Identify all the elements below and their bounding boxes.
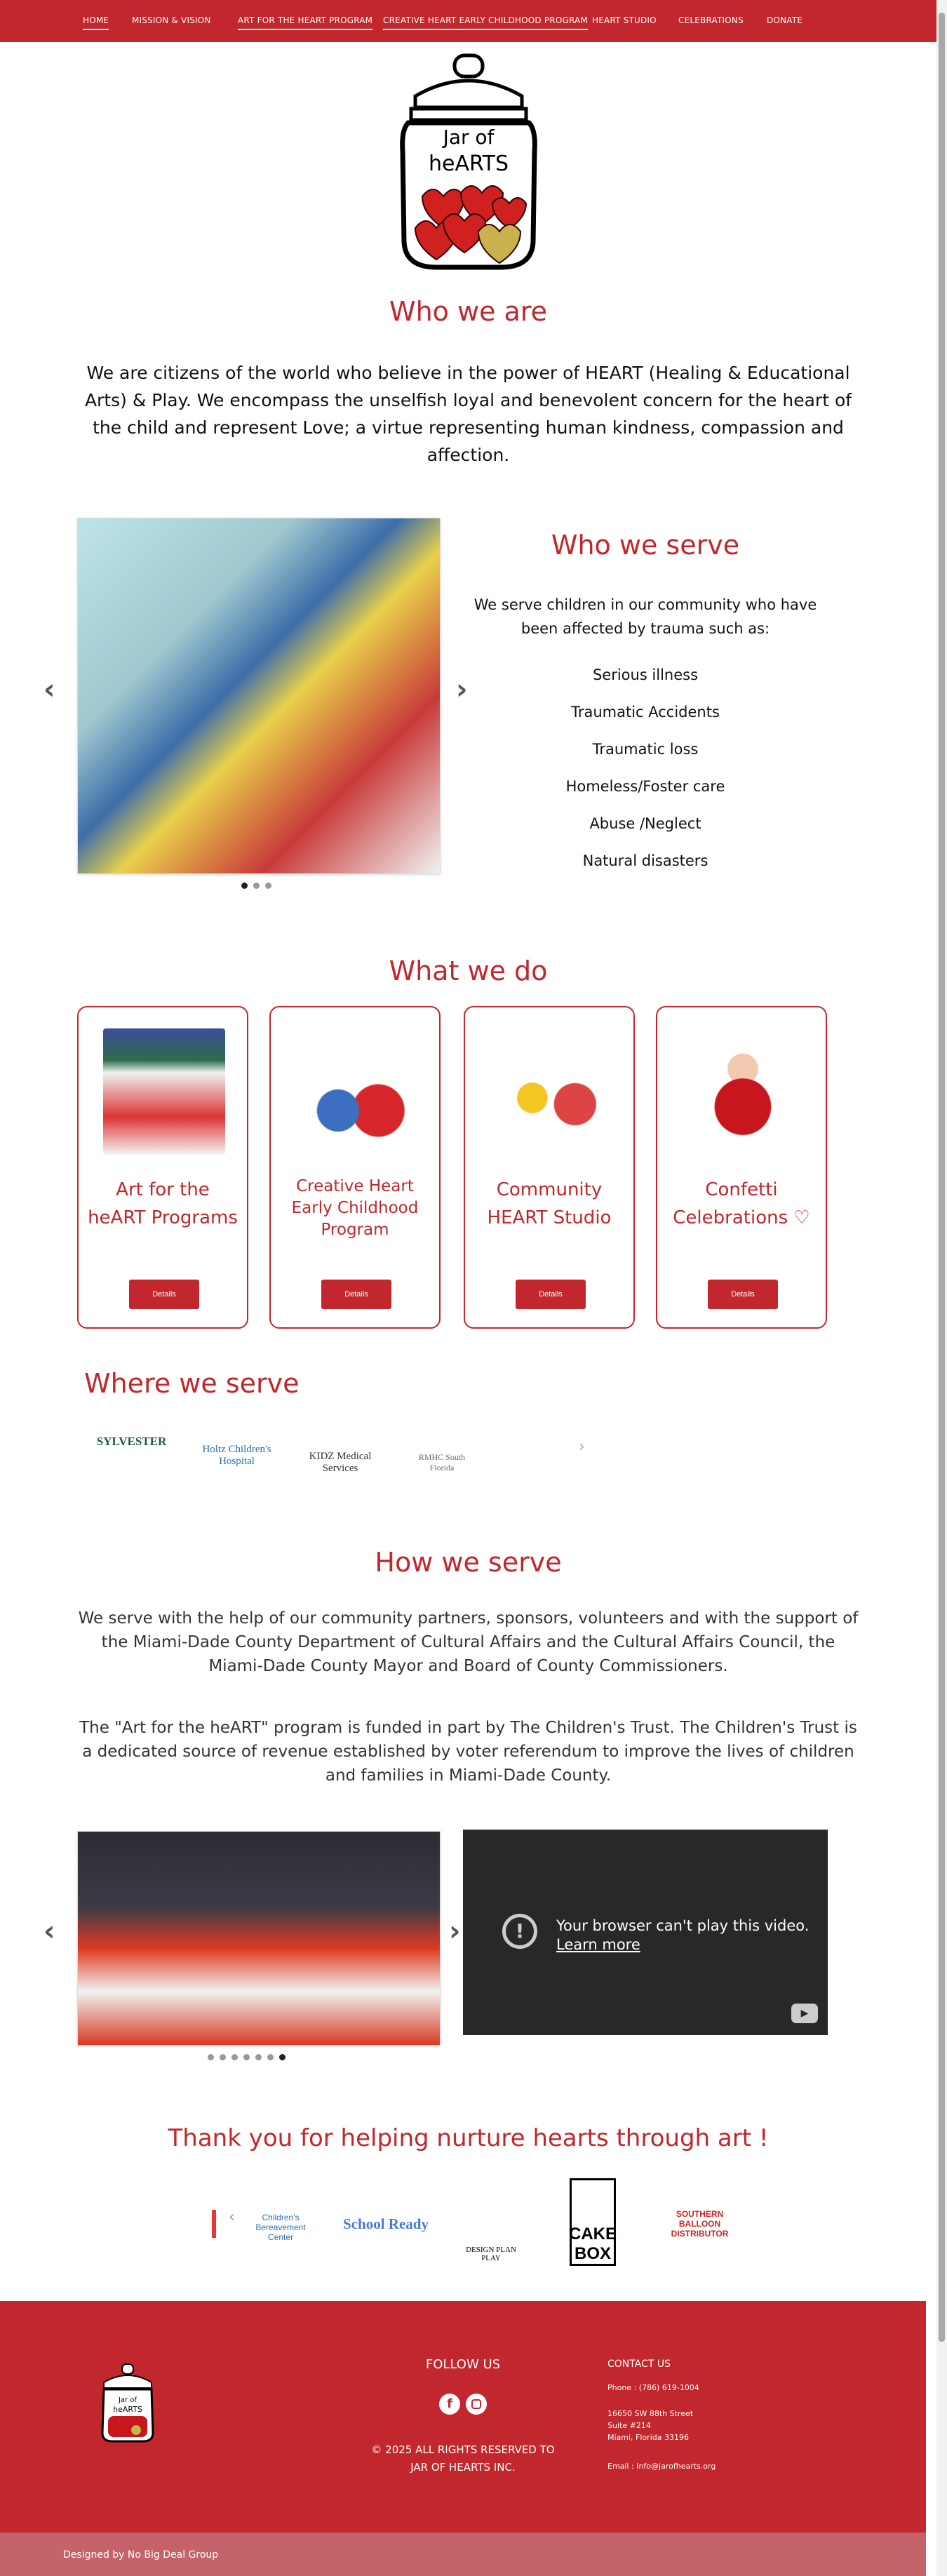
rmhc-logo: RMHC South Florida bbox=[418, 1452, 466, 1473]
learn-more-link[interactable]: Learn more bbox=[556, 1936, 640, 1953]
nav-home[interactable]: HOME bbox=[83, 15, 109, 30]
slider-prev-icon[interactable]: ‹ bbox=[43, 1915, 55, 1947]
kidz-logo: KIDZ Medical Services bbox=[309, 1451, 372, 1474]
slider-dot[interactable] bbox=[231, 2054, 238, 2060]
jar-of-hearts-logo[interactable] bbox=[394, 53, 543, 271]
serve-item: Traumatic loss bbox=[592, 741, 699, 758]
details-button[interactable]: Details bbox=[129, 1280, 199, 1309]
southern-balloon-logo: SOUTHERN BALLOON DISTRIBUTOR bbox=[671, 2209, 729, 2239]
contact-email[interactable]: Email : Info@jarofhearts.org bbox=[607, 2462, 716, 2471]
slider-photo-volunteers bbox=[77, 1831, 441, 2046]
contact-us-title: CONTACT US bbox=[607, 2359, 671, 2370]
video-player[interactable] bbox=[463, 1830, 828, 2035]
footer-credits bbox=[0, 2533, 926, 2576]
copyright-line: © 2025 ALL RIGHTS RESERVED TO bbox=[371, 2443, 555, 2456]
program-card bbox=[656, 1006, 827, 1329]
footer-logo[interactable] bbox=[100, 2363, 156, 2443]
how-we-serve-p2: The "Art for the heART" program is funded in part by The Children's Trust. The Children's Trust is a dedicated source of revenue established by voter referendum to improve the lives of children and families in Miami-Dade County. bbox=[79, 1719, 857, 1785]
slider-dots[interactable] bbox=[241, 883, 271, 889]
card-title: Creative Heart Early Childhood Program bbox=[291, 1177, 419, 1239]
cake-box-logo: CAKE BOX bbox=[570, 2178, 616, 2266]
footer bbox=[0, 2301, 926, 2533]
card-image bbox=[103, 1028, 225, 1155]
footer-logo-text-1: Jar of bbox=[118, 2396, 137, 2404]
slider-dot[interactable] bbox=[208, 2054, 214, 2060]
warning-icon: ! bbox=[502, 1914, 537, 1949]
card-title: Confetti Celebrations ♡ bbox=[673, 1179, 810, 1228]
program-card bbox=[269, 1006, 441, 1329]
slider-next-icon[interactable]: › bbox=[449, 1915, 461, 1947]
instagram-icon[interactable] bbox=[466, 2394, 487, 2415]
thank-you-title: Thank you for helping nurture hearts through art ! bbox=[168, 2124, 769, 2152]
nav-donate[interactable]: DONATE bbox=[767, 15, 803, 25]
card-image bbox=[295, 1028, 417, 1155]
copyright bbox=[337, 2441, 589, 2476]
video-error-message: Your browser can't play this video. bbox=[556, 1917, 810, 1934]
sylvester-logo: SYLVESTER bbox=[96, 1435, 167, 1448]
logo-text-2: heARTS bbox=[428, 152, 509, 176]
slider-prev-icon[interactable]: ‹ bbox=[43, 673, 55, 706]
serve-item: Serious illness bbox=[592, 666, 699, 683]
card-image bbox=[682, 1028, 804, 1155]
nav-heart-studio[interactable]: HEART STUDIO bbox=[592, 15, 657, 25]
nav-celebrations[interactable]: CELEBRATIONS bbox=[678, 15, 744, 25]
partner-logo-partial bbox=[212, 2210, 216, 2238]
contact-address-2: Suite #214 bbox=[607, 2421, 651, 2430]
partners-prev-icon[interactable]: ‹ bbox=[229, 2208, 235, 2226]
card-title: Art for the heART Programs bbox=[88, 1179, 238, 1228]
who-we-serve-intro: We serve children in our community who have been affected by trauma such as: bbox=[474, 596, 817, 637]
footer-logo-text-2: heARTS bbox=[113, 2405, 142, 2414]
slider-next-icon[interactable]: › bbox=[456, 673, 468, 706]
who-we-serve-title: Who we serve bbox=[551, 530, 740, 561]
copyright-line: JAR OF HEARTS INC. bbox=[410, 2461, 516, 2474]
where-we-serve-title: Where we serve bbox=[84, 1368, 300, 1399]
nav-creative-heart[interactable]: CREATIVE HEART EARLY CHILDHOOD PROGRAM bbox=[383, 15, 588, 30]
top-nav bbox=[0, 0, 936, 42]
serve-item: Abuse /Neglect bbox=[589, 815, 701, 832]
bereavement-center-logo: Children's Bereavement Center bbox=[255, 2213, 306, 2242]
slider-dot[interactable] bbox=[220, 2054, 226, 2060]
nav-mission-vision[interactable]: MISSION & VISION bbox=[132, 15, 211, 25]
serve-item: Natural disasters bbox=[582, 852, 708, 869]
school-ready-logo: School Ready bbox=[343, 2215, 429, 2232]
slider-dot[interactable] bbox=[243, 2054, 250, 2060]
serve-item: Homeless/Foster care bbox=[565, 778, 725, 795]
scrollbar-thumb[interactable] bbox=[939, 13, 945, 2342]
slider-dot[interactable] bbox=[279, 2054, 286, 2060]
design-plan-play-logo: DESIGN PLAN PLAY bbox=[466, 2246, 516, 2262]
follow-us-title: FOLLOW US bbox=[425, 2357, 501, 2372]
youtube-icon[interactable]: ▶ bbox=[791, 2004, 818, 2023]
slider-photo-child-painting bbox=[77, 518, 441, 874]
card-image bbox=[490, 1028, 612, 1155]
slider-dot[interactable] bbox=[241, 883, 248, 889]
contact-address-1: 16650 SW 88th Street bbox=[607, 2409, 694, 2418]
logo-text-1: Jar of bbox=[443, 126, 495, 149]
slider-dot[interactable] bbox=[255, 2054, 262, 2060]
details-button[interactable]: Details bbox=[708, 1280, 778, 1309]
program-card bbox=[464, 1006, 635, 1329]
what-we-do-title: What we do bbox=[389, 955, 548, 986]
card-title: Community HEART Studio bbox=[487, 1179, 612, 1228]
facebook-icon[interactable]: f bbox=[439, 2394, 460, 2415]
program-card bbox=[77, 1006, 248, 1329]
serve-item: Traumatic Accidents bbox=[571, 704, 720, 720]
contact-address-3: Miami, Florida 33196 bbox=[607, 2433, 689, 2442]
who-we-are-title: Who we are bbox=[389, 296, 547, 327]
slider-dots[interactable] bbox=[208, 2054, 286, 2060]
details-button[interactable]: Details bbox=[516, 1280, 586, 1309]
slider-dot[interactable] bbox=[267, 2054, 274, 2060]
page-scrollbar[interactable] bbox=[936, 0, 947, 2576]
nav-art-for-the-heart[interactable]: ART FOR THE HEART PROGRAM bbox=[238, 15, 372, 30]
slider-dot[interactable] bbox=[253, 883, 260, 889]
how-we-serve-p1: We serve with the help of our community partners, sponsors, volunteers and with the support of the Miami-Dade County Department of Cultural Affairs and the Cultural Affairs Council, the Miami-Dade County Mayor and Board of County Commissioners. bbox=[78, 1609, 859, 1675]
holtz-logo: Holtz Children's Hospital bbox=[202, 1444, 271, 1467]
designed-by[interactable]: Designed by No Big Deal Group bbox=[63, 2549, 219, 2561]
who-we-are-text: We are citizens of the world who believe in the power of HEART (Healing & Educational Arts) & Play. We encompass the unselfish loyal and benevolent concern for the heart of the child and represent Love; a virtue representing human kindness, compassion and affection. bbox=[84, 363, 852, 465]
slider-dot[interactable] bbox=[265, 883, 271, 889]
details-button[interactable]: Details bbox=[321, 1280, 391, 1309]
logos-next-icon[interactable]: › bbox=[579, 1438, 585, 1456]
how-we-serve-title: How we serve bbox=[375, 1547, 562, 1578]
contact-phone[interactable]: Phone : (786) 619-1004 bbox=[607, 2383, 699, 2392]
